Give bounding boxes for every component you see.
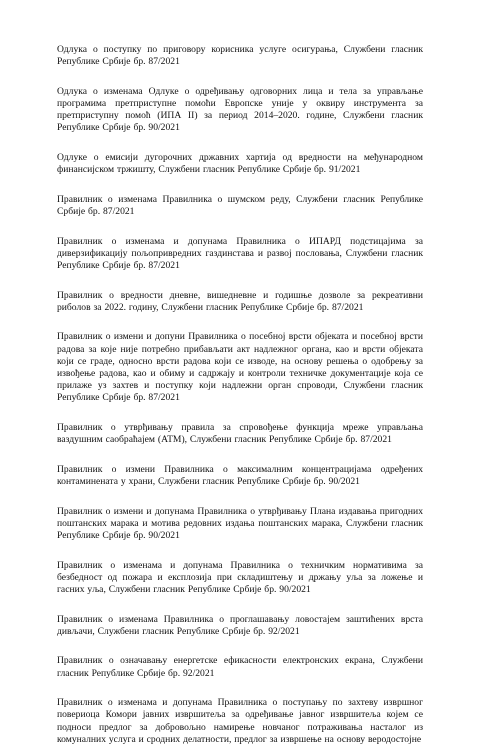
document-entry: Правилник о изменама и допунама Правилника о ИПАРД подстицајима за диверзификацију пољопривредних газдинстава и развој пословања, Службени гласник Републике Србије бр. 87/2021 xyxy=(57,235,423,271)
document-entry: Правилник о утврђивању правила за спровођење функција мреже управљања ваздушним саобраћајем (АТМ), Службени гласник Републике Србије бр. 87/2021 xyxy=(57,422,423,446)
document-entry: Правилник о измени и допунама Правилника о утврђивању Плана издавања пригодних поштанских марака и мотива редовних издања поштанских марака, Службени гласник Републике Србије бр. 90/2021 xyxy=(57,505,423,541)
document-entry: Правилник о изменама и допунама Правилника о техничким нормативима за безбедност од пожара и експлозија при складиштењу и држању уља за ложење и гасних уља, Службени гласник Републике Србије бр. 90/2021 xyxy=(57,559,423,595)
document-entry: Одлука о изменама Одлуке о одређивању одговорних лица и тела за управљање програмима претприступне помоћи Европске уније у оквиру инструмента за претприступну помоћ (ИПА II) за период 2014–2020. године, Службени гласник Републике Србије бр. 90/2021 xyxy=(57,85,423,134)
document-entry: Одлука о поступку по приговору корисника услуге осигурања, Службени гласник Републике Србије бр. 87/2021 xyxy=(57,44,423,68)
document-entry: Правилник о измени Правилника о максималним концентрацијама одређених контаминената у храни, Службени гласник Републике Србије бр. 90/2021 xyxy=(57,463,423,487)
document-entry: Правилник о изменама Правилника о проглашавању ловостајем заштићених врста дивљачи, Службени гласник Републике Србије бр. 92/2021 xyxy=(57,613,423,637)
document-entry: Правилник о изменама Правилника о шумском реду, Службени гласник Републике Србије бр. 87/2021 xyxy=(57,193,423,217)
document-entry: Одлуке о емисији дугорочних државних хартија од вредности на међународном финансијском тржишту, Службени гласник Републике Србије бр. 91/2021 xyxy=(57,152,423,176)
document-entry: Правилник о означавању енергетске ефикасности електронских екрана, Службени гласник Републике Србије бр. 92/2021 xyxy=(57,655,423,679)
document-entry: Правилник о изменама и допунама Правилника о поступању по захтеву извршног повериоца Комори јавних извршитеља за одређивање јавног извршитеља којем се подноси предлог за добровољно намирење новчаног потраживања насталог из комуналних услуга и сродних делатности, предлог за извршење на основу веродостојне xyxy=(57,697,423,745)
document-entry: Правилник о вредности дневне, вишедневне и годишње дозволе за рекреативни риболов за 2022. годину, Службени гласник Републике Србије бр. 87/2021 xyxy=(57,289,423,313)
document-entry: Правилник о измени и допуни Правилника о посебној врсти објеката и посебној врсти радова за које није потребно прибављати акт надлежног органа, као и врсти објеката који се граде, односно врсти радова који се изводе, на основу решења о одобрењу за извођење радова, као и обиму и садржају и контроли техничке документације која се прилаже уз захтев и поступку који надлежни орган спроводи, Службени гласник Републике Србије бр. 87/2021 xyxy=(57,331,423,404)
